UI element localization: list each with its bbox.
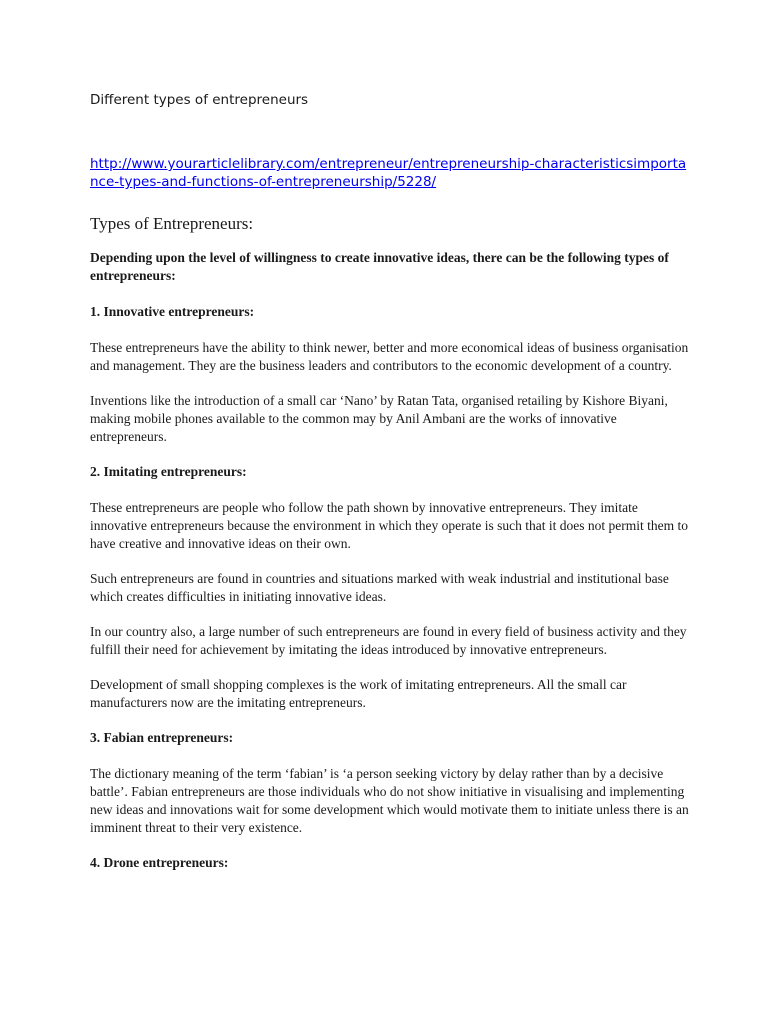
paragraph: Development of small shopping complexes is the work of imitating entrepreneurs. All the small car manufacturers now are the imitating entrepreneurs. [90,677,627,710]
document-title: Different types of entrepreneurs [90,92,309,108]
section-heading: 3. Fabian entrepreneurs: [90,730,234,745]
section-heading: 1. Innovative entrepreneurs: [90,304,255,319]
section-imitating [90,463,690,712]
document-page [90,90,690,890]
paragraph: In our country also, a large number of such entrepreneurs are found in every field of business activity and they fulfill their need for achievement by imitating the ideas introduced by innovative entrepreneurs. [90,624,687,657]
section-fabian [90,729,690,837]
paragraph: Such entrepreneurs are found in countries and situations marked with weak industrial and institutional base which creates difficulties in initiating innovative ideas. [90,571,669,604]
section-innovative [90,303,690,446]
paragraph: These entrepreneurs are people who follow the path shown by innovative entrepreneurs. They imitate innovative entrepreneurs because the environment in which they operate is such that it does not permit them to have creative and innovative ideas on their own. [90,500,688,551]
section-drone [90,854,690,872]
types-heading: Types of Entrepreneurs: [90,214,254,233]
source-link[interactable]: http://www.yourarticlelibrary.com/entrepreneur/entrepreneurship-characteristicsimportance-types-and-functions-of-entrepreneurship/5228/ [90,156,687,190]
section-heading: 2. Imitating entrepreneurs: [90,464,247,479]
paragraph: The dictionary meaning of the term ‘fabian’ is ‘a person seeking victory by delay rather than by a decisive battle’. Fabian entrepreneurs are those individuals who do not show initiative in visualising and implementing new ideas and innovations wait for some development which would motivate them to initiate unless there is an imminent threat to their very existence. [90,766,689,835]
paragraph: Inventions like the introduction of a small car ‘Nano’ by Ratan Tata, organised retailing by Kishore Biyani, making mobile phones available to the common may by Anil Ambani are the works of innovative entrepreneurs. [90,393,668,444]
section-heading: 4. Drone entrepreneurs: [90,855,229,870]
intro-paragraph: Depending upon the level of willingness to create innovative ideas, there can be the following types of entrepreneurs: [90,250,669,283]
paragraph: These entrepreneurs have the ability to think newer, better and more economical ideas of business organisation and management. They are the business leaders and contributors to the economic development of a country. [90,340,689,373]
